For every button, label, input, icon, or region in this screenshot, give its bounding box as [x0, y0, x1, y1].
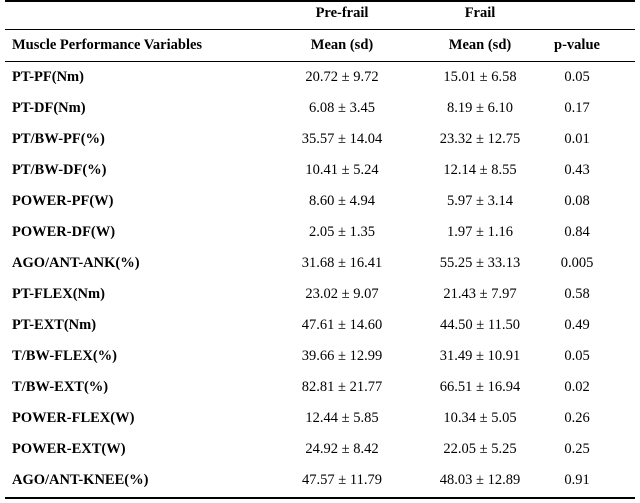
- frail-mean-cell: 55.25 ± 33.13: [439, 255, 521, 271]
- frail-mean-cell: 22.05 ± 5.25: [443, 441, 517, 457]
- table-row: [5, 403, 635, 434]
- p-value-cell: 0.25: [564, 441, 590, 457]
- p-value-cell: 0.49: [564, 317, 590, 333]
- p-value-cell: 0.84: [564, 224, 590, 240]
- prefrail-mean-cell: 82.81 ± 21.77: [301, 379, 383, 395]
- frail-mean-cell: 15.01 ± 6.58: [443, 69, 517, 85]
- table-row: [5, 279, 635, 310]
- variable-cell: POWER-DF(W): [12, 224, 116, 240]
- p-value-cell: 0.01: [564, 131, 590, 147]
- variable-cell: POWER-EXT(W): [12, 441, 126, 457]
- column-header-variable: Muscle Performance Variables: [12, 37, 203, 53]
- variable-cell: AGO/ANT-KNEE(%): [12, 472, 149, 488]
- column-header-prefrail-mean: Mean (sd): [310, 37, 374, 53]
- frail-mean-cell: 44.50 ± 11.50: [440, 317, 520, 333]
- prefrail-mean-cell: 10.41 ± 5.24: [305, 162, 379, 178]
- variable-cell: PT-EXT(Nm): [12, 317, 97, 333]
- p-value-cell: 0.26: [564, 410, 590, 426]
- table-row: [5, 310, 635, 341]
- p-value-cell: 0.08: [564, 193, 590, 209]
- prefrail-mean-cell: 47.61 ± 14.60: [301, 317, 383, 333]
- prefrail-mean-cell: 39.66 ± 12.99: [301, 348, 383, 364]
- variable-cell: AGO/ANT-ANK(%): [12, 255, 140, 271]
- p-value-cell: 0.05: [564, 69, 590, 85]
- frail-mean-cell: 8.19 ± 6.10: [447, 100, 513, 116]
- table-row: [5, 93, 635, 124]
- group-label-prefrail: Pre-frail: [315, 5, 369, 21]
- prefrail-mean-cell: 2.05 ± 1.35: [309, 224, 375, 240]
- prefrail-mean-cell: 8.60 ± 4.94: [309, 193, 375, 209]
- frail-mean-cell: 5.97 ± 3.14: [447, 193, 513, 209]
- prefrail-mean-cell: 12.44 ± 5.85: [305, 410, 379, 426]
- p-value-cell: 0.43: [564, 162, 590, 178]
- table-row: [5, 341, 635, 372]
- table-row: [5, 372, 635, 403]
- p-value-cell: 0.005: [560, 255, 594, 271]
- p-value-cell: 0.02: [564, 379, 590, 395]
- table-row: [5, 217, 635, 248]
- frail-mean-cell: 66.51 ± 16.94: [439, 379, 521, 395]
- variable-cell: PT-DF(Nm): [12, 100, 86, 116]
- p-value-cell: 0.17: [564, 100, 590, 116]
- variable-cell: PT/BW-PF(%): [12, 131, 105, 147]
- group-label-frail: Frail: [464, 5, 496, 21]
- p-value-cell: 0.58: [564, 286, 590, 302]
- table-row: [5, 434, 635, 465]
- frail-mean-cell: 31.49 ± 10.91: [439, 348, 521, 364]
- prefrail-mean-cell: 47.57 ± 11.79: [302, 472, 382, 488]
- prefrail-mean-cell: 23.02 ± 9.07: [305, 286, 379, 302]
- table-row: [5, 155, 635, 186]
- prefrail-mean-cell: 20.72 ± 9.72: [305, 69, 379, 85]
- variable-cell: PT-PF(Nm): [12, 69, 84, 85]
- variable-cell: PT-FLEX(Nm): [12, 286, 105, 302]
- column-header-p-value: p-value: [554, 37, 600, 53]
- variable-cell: PT/BW-DF(%): [12, 162, 107, 178]
- prefrail-mean-cell: 24.92 ± 8.42: [305, 441, 379, 457]
- prefrail-mean-cell: 31.68 ± 16.41: [301, 255, 383, 271]
- column-header-frail-mean: Mean (sd): [448, 37, 512, 53]
- prefrail-mean-cell: 35.57 ± 14.04: [301, 131, 383, 147]
- variable-cell: POWER-PF(W): [12, 193, 114, 209]
- p-value-cell: 0.05: [564, 348, 590, 364]
- variable-cell: T/BW-EXT(%): [12, 379, 109, 395]
- frail-mean-cell: 12.14 ± 8.55: [443, 162, 517, 178]
- group-header-row: [5, 0, 635, 29]
- column-header-row: [5, 30, 635, 61]
- p-value-cell: 0.91: [564, 472, 590, 488]
- frail-mean-cell: 21.43 ± 7.97: [443, 286, 517, 302]
- table-row: [5, 124, 635, 155]
- frail-mean-cell: 1.97 ± 1.16: [447, 224, 513, 240]
- bottom-rule: [5, 497, 635, 499]
- variable-cell: POWER-FLEX(W): [12, 410, 135, 426]
- frail-mean-cell: 48.03 ± 12.89: [439, 472, 521, 488]
- frail-mean-cell: 10.34 ± 5.05: [443, 410, 517, 426]
- variable-cell: T/BW-FLEX(%): [12, 348, 117, 364]
- frail-mean-cell: 23.32 ± 12.75: [439, 131, 521, 147]
- prefrail-mean-cell: 6.08 ± 3.45: [309, 100, 375, 116]
- table-row: [5, 248, 635, 279]
- table-row: [5, 465, 635, 496]
- table-row: [5, 62, 635, 93]
- table-row: [5, 186, 635, 217]
